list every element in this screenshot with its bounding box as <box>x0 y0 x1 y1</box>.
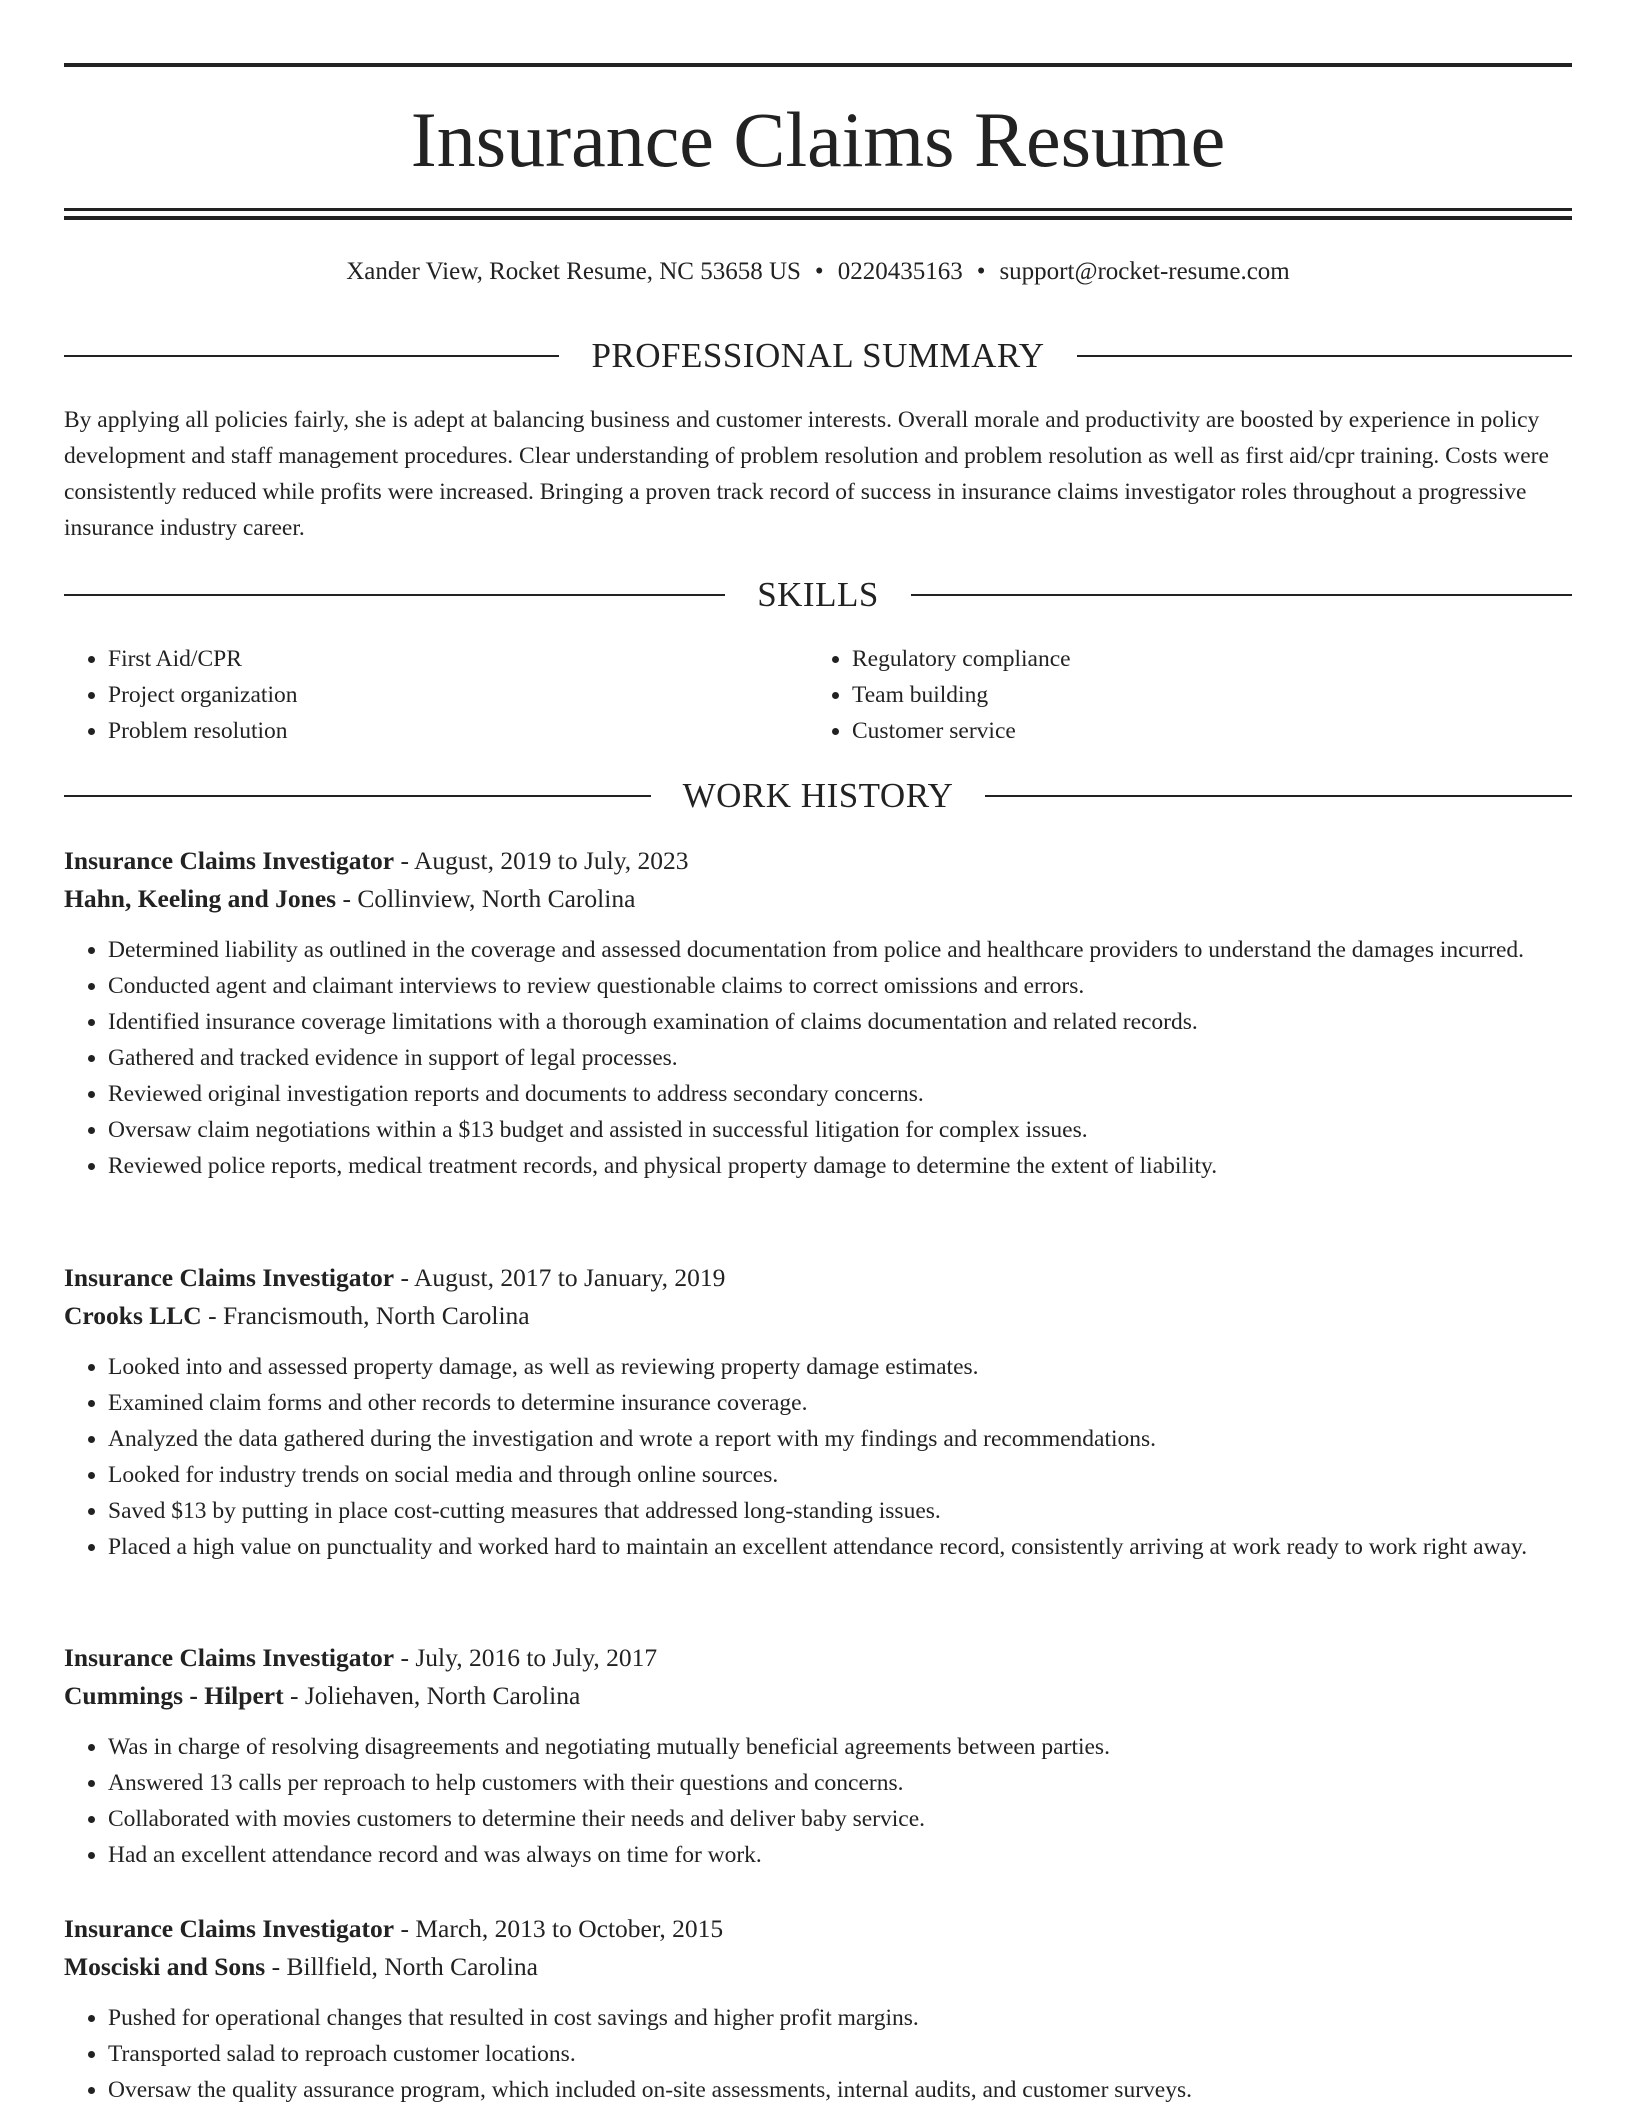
job-title: Insurance Claims Investigator <box>64 846 395 875</box>
job-duty: • Analyzed the data gathered during the investigation and wrote a report with my findings and recommendations. <box>108 1421 1572 1457</box>
skills-heading-row <box>64 575 1572 615</box>
heading-rule-right <box>1077 355 1572 357</box>
job-duties <box>64 1349 1572 1565</box>
job-company: Hahn, Keeling and Jones <box>64 884 337 913</box>
job-duty: • Examined claim forms and other records to determine insurance coverage. <box>108 1385 1572 1421</box>
skill-item: • Problem resolution <box>108 713 808 749</box>
job-title-line <box>64 1259 1572 1297</box>
job-duty: • Saved $13 by putting in place cost-cutting measures that addressed long-standing issues. <box>108 1493 1572 1529</box>
job-location: Billfield, North Carolina <box>286 1952 538 1981</box>
job-separator: - <box>336 884 358 913</box>
contact-email: support@rocket-resume.com <box>999 258 1290 285</box>
job-duties <box>64 2000 1572 2108</box>
job-title: Insurance Claims Investigator <box>64 1643 395 1672</box>
job-company: Cummings - Hilpert <box>64 1681 284 1710</box>
heading-rule-left <box>64 355 559 357</box>
job-entry <box>64 1639 1572 1873</box>
job-duty: • Was in charge of resolving disagreements and negotiating mutually beneficial agreements between parties. <box>108 1729 1572 1765</box>
job-entry <box>64 1259 1572 1565</box>
job-duty: • Had an excellent attendance record and was always on time for work. <box>108 1837 1572 1873</box>
job-duty: • Placed a high value on punctuality and worked hard to maintain an excellent attendance record, consistently arriving at work ready to work right away. <box>108 1529 1572 1565</box>
job-company-line <box>64 880 1572 918</box>
summary-heading: PROFESSIONAL SUMMARY <box>591 336 1045 375</box>
job-title: Insurance Claims Investigator <box>64 1263 395 1292</box>
job-title: Insurance Claims Investigator <box>64 1914 395 1943</box>
contact-line <box>64 255 1572 289</box>
skill-item: • Customer service <box>852 713 1071 749</box>
job-duty: • Conducted agent and claimant interviews to review questionable claims to correct omissions and errors. <box>108 968 1572 1004</box>
heading-rule-right <box>985 795 1572 797</box>
resume-title: Insurance Claims Resume <box>410 96 1226 183</box>
skill-item: • Project organization <box>108 677 808 713</box>
job-duties <box>64 932 1572 1184</box>
skill-item: • Team building <box>852 677 1071 713</box>
top-rule <box>64 63 1572 67</box>
skills-column-left <box>64 641 808 749</box>
job-separator: - <box>394 1643 416 1672</box>
job-company-line <box>64 1677 1572 1715</box>
job-separator: - <box>394 1263 414 1292</box>
job-title-line <box>64 842 1572 880</box>
skill-item: • First Aid/CPR <box>108 641 808 677</box>
job-location: Francismouth, North Carolina <box>222 1301 530 1330</box>
contact-phone: 0220435163 <box>837 258 963 285</box>
summary-text: By applying all policies fairly, she is adept at balancing business and customer interests. Overall morale and productivity are boosted by experience in policy development and staff management procedures. Clear understanding of problem resolution and problem resolution as well as first aid/cpr training. Costs were consistently reduced while profits were increased. Bringing a proven track record of success in insurance claims investigator roles throughout a progressive insurance industry career. <box>64 407 1549 541</box>
job-title-line <box>64 1639 1572 1677</box>
skills-heading: SKILLS <box>757 575 879 614</box>
job-duty: • Oversaw the quality assurance program, which included on-site assessments, internal audits, and customer surveys. <box>108 2072 1572 2108</box>
job-separator: - <box>265 1952 287 1981</box>
job-duty: • Oversaw claim negotiations within a $13 budget and assisted in successful litigation for complex issues. <box>108 1112 1572 1148</box>
title-rule-upper <box>64 208 1572 211</box>
contact-separator: • <box>814 258 824 285</box>
contact-address: Xander View, Rocket Resume, NC 53658 US <box>346 258 801 285</box>
job-duty: • Collaborated with movies customers to determine their needs and deliver baby service. <box>108 1801 1572 1837</box>
job-company: Mosciski and Sons <box>64 1952 266 1981</box>
job-separator: - <box>283 1681 305 1710</box>
job-duty: • Pushed for operational changes that resulted in cost savings and higher profit margins. <box>108 2000 1572 2036</box>
job-separator: - <box>394 846 414 875</box>
job-title-line <box>64 1910 1572 1948</box>
job-location: Collinview, North Carolina <box>357 884 636 913</box>
job-separator: - <box>394 1914 416 1943</box>
job-duty: • Gathered and tracked evidence in support of legal processes. <box>108 1040 1572 1076</box>
job-company: Crooks LLC <box>64 1301 202 1330</box>
job-duty: • Reviewed police reports, medical treatment records, and physical property damage to determine the extent of liability. <box>108 1148 1572 1184</box>
job-duties <box>64 1729 1572 1873</box>
job-dates: August, 2019 to July, 2023 <box>413 846 689 875</box>
job-entry <box>64 1910 1572 2108</box>
work-heading-row <box>64 776 1572 816</box>
heading-rule-right <box>911 594 1572 596</box>
job-duty: • Answered 13 calls per reproach to help customers with their questions and concerns. <box>108 1765 1572 1801</box>
work-heading: WORK HISTORY <box>682 776 954 815</box>
summary-heading-row <box>64 336 1572 376</box>
job-company-line <box>64 1948 1572 1986</box>
job-duty: • Looked for industry trends on social media and through online sources. <box>108 1457 1572 1493</box>
title-rule-lower <box>64 216 1572 220</box>
job-duty: • Looked into and assessed property damage, as well as reviewing property damage estimates. <box>108 1349 1572 1385</box>
job-dates: March, 2013 to October, 2015 <box>415 1914 724 1943</box>
skills-column-right <box>808 641 1071 749</box>
heading-rule-left <box>64 795 651 797</box>
job-location: Joliehaven, North Carolina <box>304 1681 581 1710</box>
job-dates: August, 2017 to January, 2019 <box>413 1263 726 1292</box>
job-separator: - <box>201 1301 223 1330</box>
heading-rule-left <box>64 594 725 596</box>
job-company-line <box>64 1297 1572 1335</box>
job-dates: July, 2016 to July, 2017 <box>415 1643 658 1672</box>
contact-separator: • <box>976 258 986 285</box>
job-duty: • Identified insurance coverage limitations with a thorough examination of claims documentation and related records. <box>108 1004 1572 1040</box>
job-duty: • Reviewed original investigation reports and documents to address secondary concerns. <box>108 1076 1572 1112</box>
job-duty: • Transported salad to reproach customer locations. <box>108 2036 1572 2072</box>
job-duty: • Determined liability as outlined in the coverage and assessed documentation from police and healthcare providers to understand the damages incurred. <box>108 932 1572 968</box>
skills-list <box>64 641 1572 749</box>
job-entry <box>64 842 1572 1184</box>
skill-item: • Regulatory compliance <box>852 641 1071 677</box>
